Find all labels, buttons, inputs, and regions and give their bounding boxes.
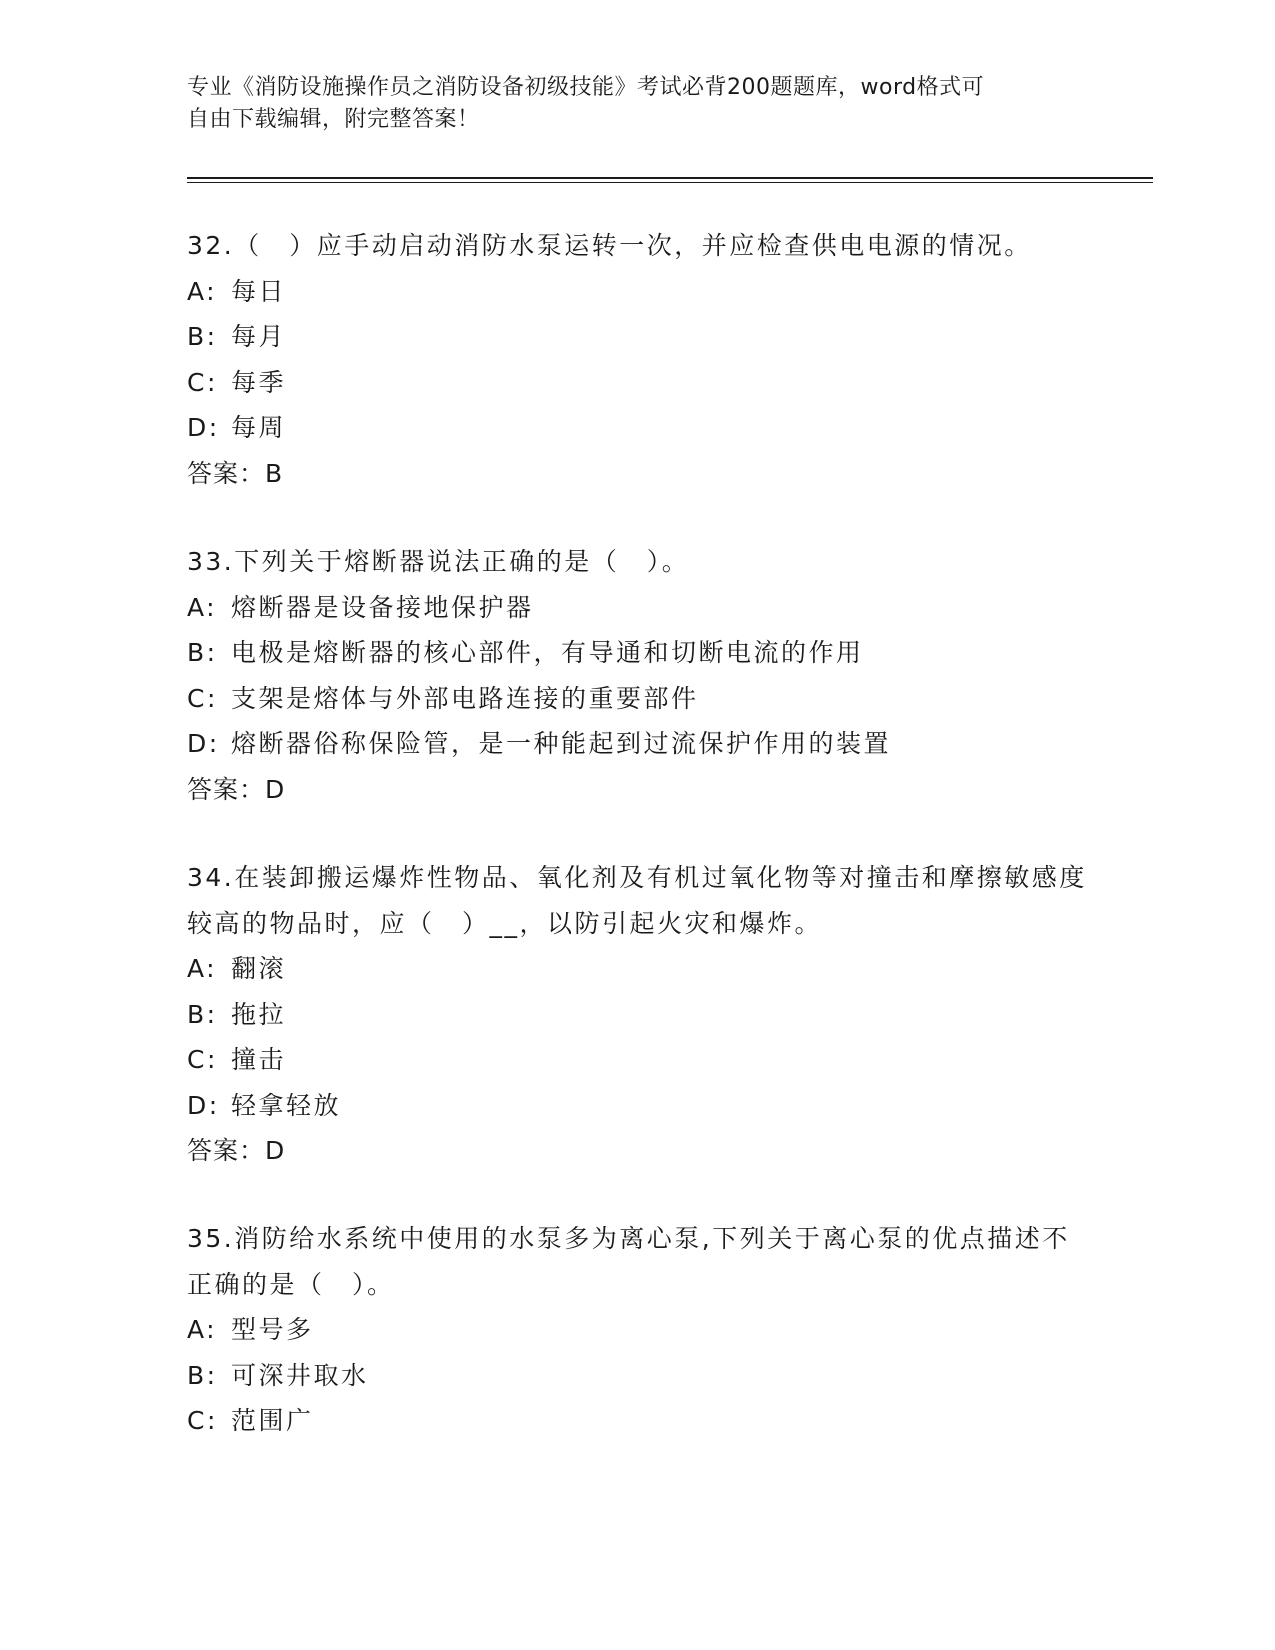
option-text: 撞击: [231, 1045, 287, 1074]
option-letter: C:: [187, 1406, 218, 1435]
header-divider-thick: [187, 177, 1153, 179]
question-stem: 34.在装卸搬运爆炸性物品、氧化剂及有机过氧化物等对撞击和摩擦敏感度较高的物品时，应（ ）__，以防引起火灾和爆炸。: [187, 863, 1087, 938]
option-text: 翻滚: [231, 954, 287, 983]
option-text: 每日: [231, 276, 287, 306]
option-text: 每月: [231, 322, 287, 351]
option-a: [187, 269, 1087, 315]
option-text: 支架是熔体与外部电路连接的重要部件: [231, 683, 699, 713]
option-letter: A:: [187, 276, 218, 306]
option-a: [187, 946, 1087, 992]
option-letter: A:: [187, 954, 218, 983]
option-c: [187, 360, 1087, 406]
option-letter: C:: [187, 1045, 218, 1074]
option-d: [187, 1083, 1087, 1129]
question-stem: 32.（ ）应手动启动消防水泵运转一次，并应检查供电电源的情况。: [187, 231, 1032, 260]
option-text: 轻拿轻放: [231, 1090, 342, 1120]
option-text: 每季: [231, 367, 287, 397]
option-letter: B:: [187, 638, 218, 667]
option-text: 每周: [231, 413, 287, 442]
question-32: [187, 223, 1087, 496]
option-b: [187, 1353, 1087, 1399]
option-b: [187, 992, 1087, 1038]
question-33: [187, 539, 1087, 812]
question-stem: 35.消防给水系统中使用的水泵多为离心泵,下列关于离心泵的优点描述不正确的是（ ）。: [187, 1224, 1070, 1299]
option-letter: B:: [187, 999, 218, 1029]
option-a: [187, 1307, 1087, 1353]
answer-line: 答案：B: [187, 458, 284, 488]
answer-line: 答案：D: [187, 1136, 286, 1165]
option-d: [187, 405, 1087, 451]
option-a: [187, 585, 1087, 631]
option-text: 熔断器是设备接地保护器: [231, 592, 534, 622]
question-35: [187, 1216, 1087, 1444]
option-text: 电极是熔断器的核心部件，有导通和切断电流的作用: [231, 638, 864, 667]
option-letter: C:: [187, 683, 218, 713]
option-text: 熔断器俗称保险管，是一种能起到过流保护作用的装置: [231, 729, 892, 758]
question-34: [187, 855, 1087, 1174]
option-c: [187, 1398, 1087, 1444]
option-letter: B:: [187, 322, 218, 351]
option-text: 可深井取水: [231, 1360, 369, 1390]
option-text: 范围广: [231, 1406, 314, 1435]
option-d: [187, 721, 1087, 767]
option-text: 型号多: [231, 1315, 314, 1344]
option-text: 拖拉: [231, 999, 287, 1029]
option-letter: D:: [187, 413, 220, 442]
option-c: [187, 676, 1087, 722]
option-c: [187, 1037, 1087, 1083]
header-divider-thin: [187, 182, 1153, 183]
option-letter: D:: [187, 1090, 220, 1120]
document-header: [187, 72, 1067, 136]
option-letter: A:: [187, 1315, 218, 1344]
header-line-2: 自由下载编辑，附完整答案！: [187, 107, 480, 132]
option-b: [187, 630, 1087, 676]
option-letter: A:: [187, 592, 218, 622]
option-letter: D:: [187, 729, 220, 758]
header-line-1: 专业《消防设施操作员之消防设备初级技能》考试必背200题题库，word格式可: [187, 75, 985, 100]
question-stem: 33.下列关于熔断器说法正确的是（ ）。: [187, 547, 690, 576]
option-b: [187, 314, 1087, 360]
option-letter: C:: [187, 367, 218, 397]
option-letter: B:: [187, 1360, 218, 1390]
answer-line: 答案：D: [187, 774, 286, 804]
